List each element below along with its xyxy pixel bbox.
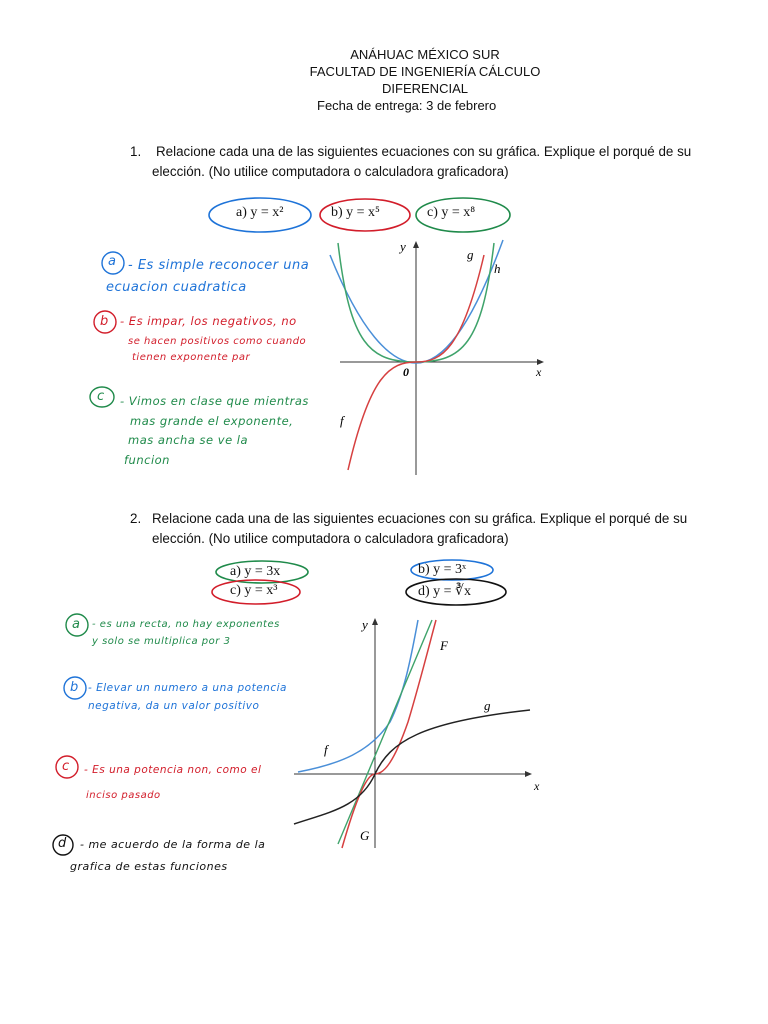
header-line-3: DIFERENCIAL — [382, 81, 468, 96]
q2-curve-F-label: F — [440, 638, 448, 653]
q2-answer-a-line2: y solo se multiplica por 3 — [92, 636, 231, 647]
q1-answer-a-line1: - Es simple reconocer una — [128, 258, 310, 273]
q2-curve-black — [294, 710, 530, 824]
q1-option-a: a) y = x² — [236, 205, 284, 220]
q1-answer-b-mark: b — [100, 314, 109, 329]
q1-answer-c-line1: - Vimos en clase que mientras — [120, 394, 309, 408]
q2-answer-c-mark: c — [62, 759, 70, 774]
q2-answer-c-line2: inciso pasado — [86, 790, 161, 801]
q2-option-c: c) y = x³ — [230, 583, 278, 598]
q2-answer-a-line1: - es una recta, no hay exponentes — [92, 619, 280, 630]
q2-answer-c-line1: - Es una potencia non, como el — [84, 764, 262, 776]
q1-y-label: y — [400, 239, 406, 254]
q2-answer-a-mark: a — [72, 617, 81, 632]
q2-graph — [290, 612, 550, 852]
q2-curve-f-label: f — [324, 742, 328, 757]
q1-answer-b-line1: - Es impar, los negativos, no — [120, 314, 297, 328]
q2-answer-b-mark: b — [70, 680, 79, 695]
q2-curve-G-label: G — [360, 828, 370, 843]
q2-option-a: a) y = 3x — [230, 564, 281, 579]
q2-answer-d-mark: d — [58, 836, 67, 851]
header-line-1: ANÁHUAC MÉXICO SUR — [350, 47, 500, 62]
q1-answer-c-line3: mas ancha se ve la — [128, 433, 249, 447]
q1-origin-label: 0 — [403, 365, 409, 379]
q1-graph — [320, 235, 550, 480]
q2-curve-red — [342, 620, 436, 848]
q1-curve-g-label: g — [467, 247, 474, 262]
q1-curve-f-label: f — [340, 413, 344, 428]
q1-answer-b-line3: tienen exponente par — [132, 352, 251, 363]
q2-y-label: y — [362, 617, 368, 632]
q1-text-line2: elección. (No utilice computadora o calculadora graficadora) — [152, 164, 509, 179]
q2-option-d: d) y = ∛x — [418, 584, 471, 599]
q2-text-line2: elección. (No utilice computadora o calculadora graficadora) — [152, 531, 509, 546]
q2-answer-d-line2: grafica de estas funciones — [70, 860, 228, 873]
q1-x-label: x — [536, 365, 542, 379]
q1-answer-a-mark: a — [108, 254, 117, 269]
q2-option-b: b) y = 3ˣ — [418, 562, 467, 577]
q1-answer-c-line4: funcion — [124, 453, 170, 467]
q2-x-label: x — [534, 779, 540, 793]
q2-answer-d-line1: - me acuerdo de la forma de la — [80, 838, 266, 851]
q1-number: 1. — [130, 144, 142, 159]
q1-answer-b-line2: se hacen positivos como cuando — [128, 336, 307, 347]
q1-option-c: c) y = x⁸ — [427, 205, 476, 220]
q1-answer-a-line2: ecuacion cuadratica — [106, 280, 247, 295]
q1-option-b: b) y = x⁵ — [331, 205, 380, 220]
header-line-2: FACULTAD DE INGENIERÍA CÁLCULO — [309, 64, 541, 79]
header-due-date: Fecha de entrega: 3 de febrero — [317, 98, 497, 113]
q2-curve-green — [338, 620, 432, 844]
q1-answer-c-line2: mas grande el exponente, — [130, 414, 294, 428]
q1-curve-h-label: h — [494, 261, 501, 276]
q1-answer-c-mark: c — [97, 389, 105, 404]
q2-answer-b-line2: negativa, da un valor positivo — [88, 700, 260, 712]
q2-answer-b-line1: - Elevar un numero a una potencia — [88, 682, 287, 694]
q2-text-line1: Relacione cada una de las siguientes ecuaciones con su gráfica. Explique el porqué de su — [152, 511, 688, 526]
q2-curve-g-label: g — [484, 698, 491, 713]
q1-text-line1: Relacione cada una de las siguientes ecuaciones con su gráfica. Explique el porqué de su — [156, 144, 692, 159]
q2-number: 2. — [130, 511, 142, 526]
